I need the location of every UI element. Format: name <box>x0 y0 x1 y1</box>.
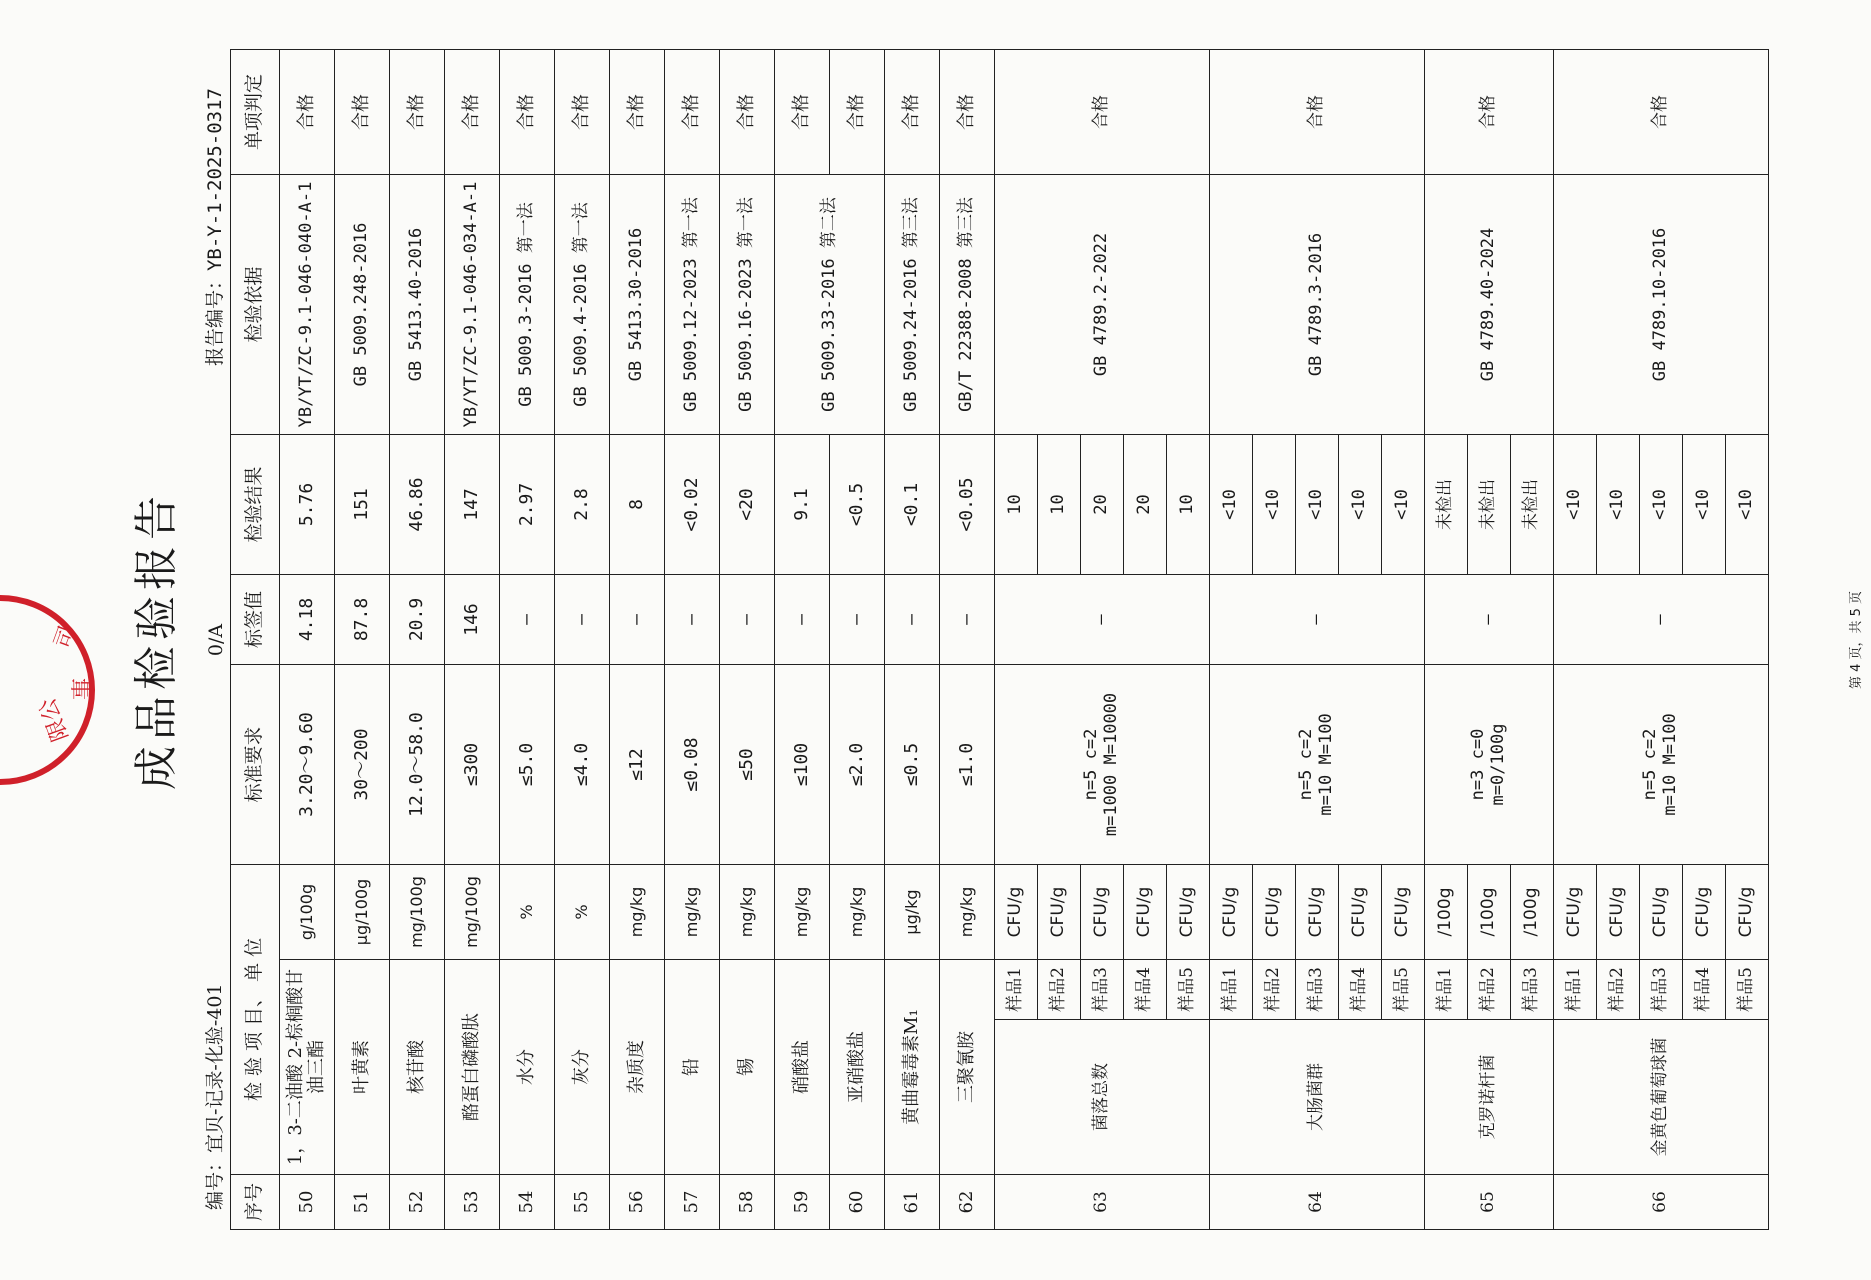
row-result: 未检出 <box>1425 434 1468 574</box>
sample-name: 样品3 <box>1296 960 1339 1020</box>
row-no: 59 <box>775 1175 830 1230</box>
row-basis: GB 5009.24-2016 第三法 <box>885 174 940 434</box>
row-judgement: 合格 <box>940 49 995 174</box>
row-item: 核苷酸 <box>390 960 445 1175</box>
row-requirement: ≤4.0 <box>555 664 610 864</box>
row-no: 57 <box>665 1175 720 1230</box>
table-row <box>280 49 335 1229</box>
row-label-value: — <box>500 574 555 664</box>
row-result: 10 <box>995 434 1038 574</box>
row-basis: GB 5009.12-2023 第一法 <box>665 174 720 434</box>
table-row <box>390 49 445 1229</box>
row-unit: /100g <box>1468 864 1511 959</box>
row-no: 53 <box>445 1175 500 1230</box>
row-label-value: 146 <box>445 574 500 664</box>
row-unit: CFU/g <box>1167 864 1210 959</box>
sample-name: 样品1 <box>1425 960 1468 1020</box>
col-header-basis: 检验依据 <box>231 174 280 434</box>
row-judgement: 合格 <box>610 49 665 174</box>
row-item: 水分 <box>500 960 555 1175</box>
row-unit: CFU/g <box>1253 864 1296 959</box>
inspection-table <box>230 49 1769 1230</box>
sample-name: 样品2 <box>1468 960 1511 1020</box>
row-item: 锡 <box>720 960 775 1175</box>
sample-name: 样品5 <box>1382 960 1425 1020</box>
row-unit: CFU/g <box>1597 864 1640 959</box>
table-row <box>555 49 610 1229</box>
row-judgement: 合格 <box>280 49 335 174</box>
sample-name: 样品3 <box>1640 960 1683 1020</box>
row-item: 硝酸盐 <box>775 960 830 1175</box>
row-requirement: ≤1.0 <box>940 664 995 864</box>
table-row <box>335 49 390 1229</box>
row-label-value: 4.18 <box>280 574 335 664</box>
row-requirement: 30～200 <box>335 664 390 864</box>
row-judgement: 合格 <box>665 49 720 174</box>
row-judgement: 合格 <box>445 49 500 174</box>
row-unit: mg/100g <box>445 864 500 959</box>
row-result: 9.1 <box>775 434 830 574</box>
table-row <box>995 49 1038 1229</box>
row-requirement: ≤5.0 <box>500 664 555 864</box>
row-requirement: ≤2.0 <box>830 664 885 864</box>
svg-text:事: 事 <box>71 677 96 700</box>
row-unit: μg/100g <box>335 864 390 959</box>
row-basis: GB 5009.33-2016 第二法 <box>775 174 885 434</box>
row-no: 50 <box>280 1175 335 1230</box>
row-basis: GB 4789.2-2022 <box>995 174 1210 434</box>
sample-name: 样品2 <box>1038 960 1081 1020</box>
row-unit: mg/kg <box>830 864 885 959</box>
row-basis: GB 4789.3-2016 <box>1210 174 1425 434</box>
row-result: 未检出 <box>1511 434 1554 574</box>
row-basis: GB 4789.40-2024 <box>1425 174 1554 434</box>
sample-name: 样品3 <box>1511 960 1554 1020</box>
row-requirement: 12.0～58.0 <box>390 664 445 864</box>
row-label-value: — <box>940 574 995 664</box>
row-result: <10 <box>1382 434 1425 574</box>
row-unit: g/100g <box>280 864 335 959</box>
company-seal <box>0 580 140 800</box>
col-header-item: 检 验 项 目、 单 位 <box>231 864 280 1174</box>
row-judgement: 合格 <box>1425 49 1554 174</box>
row-result: <20 <box>720 434 775 574</box>
row-basis: GB 5009.248-2016 <box>335 174 390 434</box>
row-requirement: ≤0.5 <box>885 664 940 864</box>
row-unit: CFU/g <box>1339 864 1382 959</box>
row-result: 10 <box>1167 434 1210 574</box>
row-label-value: — <box>720 574 775 664</box>
row-item: 亚硝酸盐 <box>830 960 885 1175</box>
row-no: 51 <box>335 1175 390 1230</box>
row-basis: GB 4789.10-2016 <box>1554 174 1769 434</box>
row-judgement: 合格 <box>390 49 445 174</box>
row-result: 151 <box>335 434 390 574</box>
row-no: 66 <box>1554 1175 1769 1230</box>
row-basis: GB 5413.40-2016 <box>390 174 445 434</box>
row-item: 克罗诺杆菌 <box>1425 1020 1554 1175</box>
row-basis: GB 5009.4-2016 第一法 <box>555 174 610 434</box>
row-basis: GB 5009.16-2023 第一法 <box>720 174 775 434</box>
row-no: 58 <box>720 1175 775 1230</box>
row-result: 2.97 <box>500 434 555 574</box>
table-row <box>720 49 775 1229</box>
row-judgement: 合格 <box>555 49 610 174</box>
row-no: 52 <box>390 1175 445 1230</box>
col-header-result: 检验结果 <box>231 434 280 574</box>
row-label-value: — <box>555 574 610 664</box>
row-result: <0.5 <box>830 434 885 574</box>
form-code: 编号：宜贝-记录-化验-401 <box>204 983 226 1210</box>
row-item: 酪蛋白磷酸肽 <box>445 960 500 1175</box>
row-label-value: — <box>1425 574 1554 664</box>
row-basis: GB/T 22388-2008 第三法 <box>940 174 995 434</box>
row-result: <10 <box>1683 434 1726 574</box>
row-item: 黄曲霉毒素M₁ <box>885 960 940 1175</box>
table-row <box>1210 49 1253 1229</box>
row-unit: CFU/g <box>1081 864 1124 959</box>
row-label-value: 87.8 <box>335 574 390 664</box>
sample-name: 样品5 <box>1167 960 1210 1020</box>
row-item: 三聚氰胺 <box>940 960 995 1175</box>
row-result: 8 <box>610 434 665 574</box>
row-requirement: ≤300 <box>445 664 500 864</box>
sample-name: 样品5 <box>1726 960 1769 1020</box>
row-result: 10 <box>1038 434 1081 574</box>
svg-text:限公: 限公 <box>35 694 74 745</box>
table-row <box>1554 49 1597 1229</box>
row-requirement: 3.20～9.60 <box>280 664 335 864</box>
row-label-value: — <box>665 574 720 664</box>
row-unit: CFU/g <box>1640 864 1683 959</box>
row-judgement: 合格 <box>500 49 555 174</box>
row-unit: CFU/g <box>1683 864 1726 959</box>
table-row <box>885 49 940 1229</box>
row-no: 62 <box>940 1175 995 1230</box>
row-unit: mg/kg <box>720 864 775 959</box>
row-requirement: n=5 c=2 m=10 M=100 <box>1210 664 1425 864</box>
row-result: <10 <box>1597 434 1640 574</box>
row-unit: CFU/g <box>1296 864 1339 959</box>
row-no: 60 <box>830 1175 885 1230</box>
row-result: <10 <box>1554 434 1597 574</box>
row-unit: CFU/g <box>1124 864 1167 959</box>
sample-name: 样品1 <box>1210 960 1253 1020</box>
table-row <box>610 49 665 1229</box>
row-item: 菌落总数 <box>995 1020 1210 1175</box>
row-unit: CFU/g <box>1038 864 1081 959</box>
sample-name: 样品2 <box>1597 960 1640 1020</box>
row-requirement: ≤100 <box>775 664 830 864</box>
row-result: 20 <box>1124 434 1167 574</box>
row-requirement: n=5 c=2 m=1000 M=10000 <box>995 664 1210 864</box>
row-unit: CFU/g <box>1726 864 1769 959</box>
row-result: <10 <box>1210 434 1253 574</box>
sample-name: 样品3 <box>1081 960 1124 1020</box>
row-item: 大肠菌群 <box>1210 1020 1425 1175</box>
row-unit: μg/kg <box>885 864 940 959</box>
row-item: 铅 <box>665 960 720 1175</box>
sample-name: 样品1 <box>995 960 1038 1020</box>
row-item: 1，3-二油酸 2-棕榈酸甘油三酯 <box>280 960 335 1175</box>
row-unit: /100g <box>1425 864 1468 959</box>
row-judgement: 合格 <box>1210 49 1425 174</box>
table-row <box>940 49 995 1229</box>
sample-name: 样品1 <box>1554 960 1597 1020</box>
row-no: 55 <box>555 1175 610 1230</box>
row-result: <0.1 <box>885 434 940 574</box>
row-requirement: ≤50 <box>720 664 775 864</box>
row-result: <10 <box>1253 434 1296 574</box>
row-requirement: n=5 c=2 m=10 M=100 <box>1554 664 1769 864</box>
row-no: 65 <box>1425 1175 1554 1230</box>
row-result: 5.76 <box>280 434 335 574</box>
row-result: <10 <box>1296 434 1339 574</box>
row-unit: CFU/g <box>1210 864 1253 959</box>
row-label-value: — <box>610 574 665 664</box>
row-item: 金黄色葡萄球菌 <box>1554 1020 1769 1175</box>
report-number: 报告编号：YB-Y-1-2025-0317 <box>204 88 226 367</box>
row-label-value: 20.9 <box>390 574 445 664</box>
row-requirement: ≤0.08 <box>665 664 720 864</box>
page-footer: 第 4 页，共 5 页 <box>1849 590 1864 690</box>
row-result: 未检出 <box>1468 434 1511 574</box>
row-no: 56 <box>610 1175 665 1230</box>
row-requirement: ≤12 <box>610 664 665 864</box>
row-judgement: 合格 <box>1554 49 1769 174</box>
row-label-value: — <box>775 574 830 664</box>
col-header-no: 序号 <box>231 1175 280 1230</box>
row-label-value: — <box>1554 574 1769 664</box>
row-basis: GB 5009.3-2016 第一法 <box>500 174 555 434</box>
table-row <box>775 49 830 1229</box>
row-no: 63 <box>995 1175 1210 1230</box>
row-result: 2.8 <box>555 434 610 574</box>
row-judgement: 合格 <box>335 49 390 174</box>
row-result: 46.86 <box>390 434 445 574</box>
col-header-requirement: 标准要求 <box>231 664 280 864</box>
row-unit: mg/kg <box>610 864 665 959</box>
row-basis: YB/YT/ZC-9.1-046-040-A-1 <box>280 174 335 434</box>
row-no: 64 <box>1210 1175 1425 1230</box>
row-unit: % <box>555 864 610 959</box>
row-basis: YB/YT/ZC-9.1-046-034-A-1 <box>445 174 500 434</box>
row-basis: GB 5413.30-2016 <box>610 174 665 434</box>
row-judgement: 合格 <box>830 49 885 174</box>
row-result: <0.05 <box>940 434 995 574</box>
row-unit: mg/kg <box>665 864 720 959</box>
sample-name: 样品2 <box>1253 960 1296 1020</box>
row-no: 61 <box>885 1175 940 1230</box>
row-no: 54 <box>500 1175 555 1230</box>
document-title: 成品检验报告 <box>131 490 182 790</box>
row-label-value: — <box>830 574 885 664</box>
row-label-value: — <box>995 574 1210 664</box>
row-result: <10 <box>1339 434 1382 574</box>
svg-text:司: 司 <box>50 622 82 653</box>
version-label: 0/A <box>205 623 227 657</box>
row-item: 叶黄素 <box>335 960 390 1175</box>
row-unit: % <box>500 864 555 959</box>
sample-name: 样品4 <box>1124 960 1167 1020</box>
row-judgement: 合格 <box>720 49 775 174</box>
row-unit: CFU/g <box>1554 864 1597 959</box>
row-judgement: 合格 <box>885 49 940 174</box>
row-requirement: n=3 c=0 m=0/100g <box>1425 664 1554 864</box>
sample-name: 样品4 <box>1339 960 1382 1020</box>
row-label-value: — <box>885 574 940 664</box>
table-row <box>500 49 555 1229</box>
row-unit: /100g <box>1511 864 1554 959</box>
row-item: 杂质度 <box>610 960 665 1175</box>
table-header-row <box>231 49 280 1229</box>
row-result: <10 <box>1640 434 1683 574</box>
row-item: 灰分 <box>555 960 610 1175</box>
row-result: <10 <box>1726 434 1769 574</box>
microbiology-section <box>995 49 1769 1229</box>
table-row <box>445 49 500 1229</box>
col-header-label-value: 标签值 <box>231 574 280 664</box>
row-unit: CFU/g <box>995 864 1038 959</box>
row-unit: mg/kg <box>775 864 830 959</box>
col-header-judgement: 单项判定 <box>231 49 280 174</box>
table-row <box>1425 49 1468 1229</box>
row-unit: CFU/g <box>1382 864 1425 959</box>
row-result: 20 <box>1081 434 1124 574</box>
row-label-value: — <box>1210 574 1425 664</box>
row-result: <0.02 <box>665 434 720 574</box>
row-judgement: 合格 <box>995 49 1210 174</box>
row-unit: mg/100g <box>390 864 445 959</box>
row-result: 147 <box>445 434 500 574</box>
sample-name: 样品4 <box>1683 960 1726 1020</box>
row-judgement: 合格 <box>775 49 830 174</box>
table-row <box>665 49 720 1229</box>
row-unit: mg/kg <box>940 864 995 959</box>
